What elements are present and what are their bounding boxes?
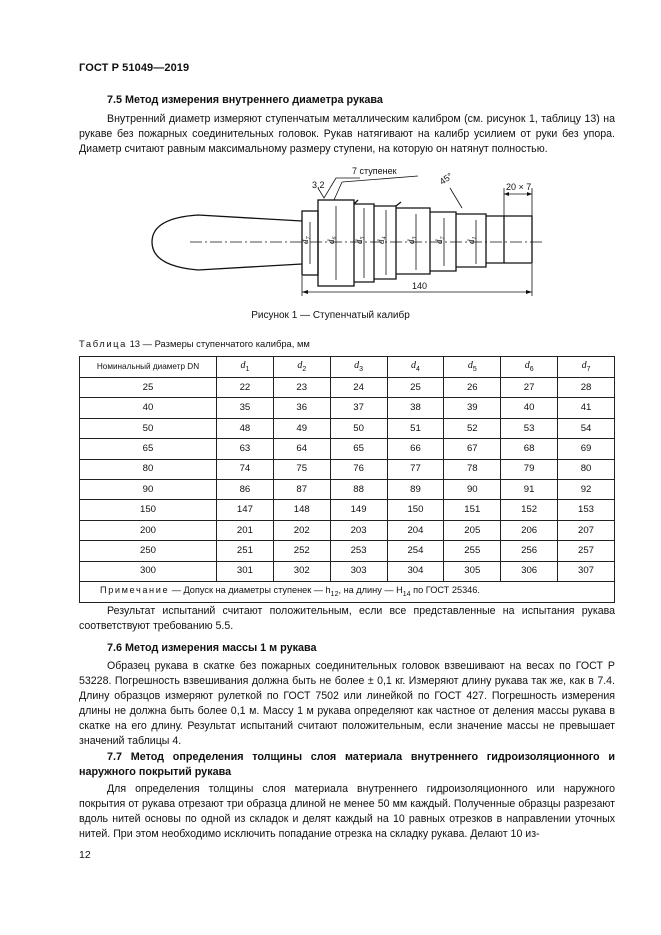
d3-label: $d_3$ xyxy=(406,236,418,244)
d4-cell: 89 xyxy=(387,479,444,499)
d4-cell: 254 xyxy=(387,541,444,561)
roughness-label: 3,2 xyxy=(312,180,325,190)
d3-cell: 203 xyxy=(330,520,387,540)
d5-cell: 26 xyxy=(444,378,501,398)
section-7-5-title: 7.5 Метод измерения внутреннего диаметра рукава xyxy=(107,94,383,106)
d5-cell: 67 xyxy=(444,439,501,459)
table-row xyxy=(80,439,615,459)
table-row xyxy=(80,500,615,520)
d3-cell: 24 xyxy=(330,378,387,398)
d2-cell: 75 xyxy=(273,459,330,479)
table-row xyxy=(80,541,615,561)
d5-cell: 78 xyxy=(444,459,501,479)
d3-cell: 37 xyxy=(330,398,387,418)
d1-cell: 86 xyxy=(217,479,274,499)
table-caption xyxy=(79,337,310,350)
header-d5: $d_5$ xyxy=(444,357,501,378)
d4-label: $d_4$ xyxy=(376,236,388,244)
d7-cell: 41 xyxy=(558,398,615,418)
d5-cell: 205 xyxy=(444,520,501,540)
table-row xyxy=(80,378,615,398)
table-row xyxy=(80,398,615,418)
table-row xyxy=(80,459,615,479)
d3-cell: 253 xyxy=(330,541,387,561)
d1-cell: 147 xyxy=(217,500,274,520)
dn-cell: 40 xyxy=(80,398,217,418)
dn-cell: 200 xyxy=(80,520,217,540)
d1-cell: 201 xyxy=(217,520,274,540)
d7-cell: 92 xyxy=(558,479,615,499)
table-header-row xyxy=(80,357,615,378)
d2-cell: 252 xyxy=(273,541,330,561)
d7-cell: 80 xyxy=(558,459,615,479)
d1-cell: 48 xyxy=(217,418,274,438)
dn-cell: 250 xyxy=(80,541,217,561)
d6-cell: 306 xyxy=(501,561,558,581)
d7-cell: 28 xyxy=(558,378,615,398)
d7-cell: 207 xyxy=(558,520,615,540)
d3-cell: 303 xyxy=(330,561,387,581)
step-length-label: 20 × 7 xyxy=(506,182,532,192)
d5-label: $d_5$ xyxy=(354,236,366,244)
d4-cell: 150 xyxy=(387,500,444,520)
document-id: ГОСТ Р 51049—2019 xyxy=(79,62,190,74)
result-paragraph: Результат испытаний считают положительным, если все представленные на испытания рукава соответствуют требованию 5.5. xyxy=(79,605,615,633)
header-d1: $d_1$ xyxy=(217,357,274,378)
d7-label: $d_7$ xyxy=(300,236,312,244)
d3-cell: 76 xyxy=(330,459,387,479)
total-length-label: 140 xyxy=(412,281,428,291)
header-d3: $d_3$ xyxy=(330,357,387,378)
d6-cell: 68 xyxy=(501,439,558,459)
section-7-5-paragraph: Внутренний диаметр измеряют ступенчатым металлическим калибром (см. рисунок 1, таблицу 13) на рукаве без пожарных соединительных головок. Рукав натягивают на калибр усилием от руки без упора. Диаметр считают равным максимальному размеру ступени, на которую он натянут полностью. xyxy=(79,113,615,156)
header-d6: $d_6$ xyxy=(501,357,558,378)
table-note-row xyxy=(80,581,615,602)
d1-label: $d_1$ xyxy=(466,236,478,244)
d1-cell: 74 xyxy=(217,459,274,479)
d7-cell: 307 xyxy=(558,561,615,581)
table-row xyxy=(80,479,615,499)
d7-cell: 69 xyxy=(558,439,615,459)
steps-label: 7 ступенек xyxy=(352,166,397,176)
d2-cell: 23 xyxy=(273,378,330,398)
dn-cell: 25 xyxy=(80,378,217,398)
table-row xyxy=(80,520,615,540)
d2-cell: 49 xyxy=(273,418,330,438)
header-d4: $d_4$ xyxy=(387,357,444,378)
page-number: 12 xyxy=(79,849,91,861)
d4-cell: 38 xyxy=(387,398,444,418)
header-nominal-diameter: Номинальный диаметр DN xyxy=(80,357,217,378)
d4-cell: 25 xyxy=(387,378,444,398)
table-caption-prefix: Таблица xyxy=(79,338,127,349)
d5-cell: 305 xyxy=(444,561,501,581)
d6-cell: 152 xyxy=(501,500,558,520)
d2-cell: 302 xyxy=(273,561,330,581)
dn-cell: 65 xyxy=(80,439,217,459)
d7-cell: 153 xyxy=(558,500,615,520)
d5-cell: 255 xyxy=(444,541,501,561)
d2-cell: 202 xyxy=(273,520,330,540)
d6-label: $d_6$ xyxy=(326,236,338,244)
d5-cell: 151 xyxy=(444,500,501,520)
d2-label: $d_2$ xyxy=(434,236,446,244)
d4-cell: 51 xyxy=(387,418,444,438)
table-note: Примечание — Допуск на диаметры ступенек — $h_{12}$, на длину — $H_{14}$ по ГОСТ 25346. xyxy=(80,581,615,602)
d6-cell: 79 xyxy=(501,459,558,479)
figure-caption: Рисунок 1 — Ступенчатый калибр xyxy=(251,310,410,321)
d6-cell: 256 xyxy=(501,541,558,561)
d6-cell: 40 xyxy=(501,398,558,418)
d5-cell: 39 xyxy=(444,398,501,418)
d1-cell: 63 xyxy=(217,439,274,459)
section-7-7-title: 7.7 Метод определения толщины слоя материала внутреннего гидроизоляционного и наружного покрытий рукава xyxy=(79,751,615,779)
d1-cell: 301 xyxy=(217,561,274,581)
gauge-dimensions-table xyxy=(79,356,615,603)
d3-cell: 149 xyxy=(330,500,387,520)
d1-cell: 251 xyxy=(217,541,274,561)
section-7-6-paragraph: Образец рукава в скатке без пожарных соединительных головок взвешивают на весах по ГОСТ Р 53228. Погрешность взвешивания должна быть не более ± 0,1 кг. Измеряют длину рукава так же, как в 7.4. Длину образцов измеряют рулеткой по ГОСТ 7502 или линейкой по ГОСТ 427. Погрешность измерения длины не должна быть более 0,1 м. Массу 1 м рукава определяют как частное от деления массы рукава в скатке на его длину. Результат испытаний считают положительным, если значение массы не превышает значений таблицы 4. xyxy=(79,660,615,748)
d4-cell: 66 xyxy=(387,439,444,459)
stepped-gauge-figure xyxy=(150,160,550,300)
d4-cell: 304 xyxy=(387,561,444,581)
table-row xyxy=(80,418,615,438)
dn-cell: 90 xyxy=(80,479,217,499)
d2-cell: 64 xyxy=(273,439,330,459)
d2-cell: 36 xyxy=(273,398,330,418)
table-row xyxy=(80,561,615,581)
table-caption-text: 13 — Размеры ступенчатого калибра, мм xyxy=(129,338,310,349)
header-d7: $d_7$ xyxy=(558,357,615,378)
d2-cell: 148 xyxy=(273,500,330,520)
d6-cell: 27 xyxy=(501,378,558,398)
section-7-6-title: 7.6 Метод измерения массы 1 м рукава xyxy=(107,642,317,654)
d3-cell: 88 xyxy=(330,479,387,499)
d4-cell: 204 xyxy=(387,520,444,540)
dn-cell: 80 xyxy=(80,459,217,479)
d3-cell: 50 xyxy=(330,418,387,438)
d7-cell: 257 xyxy=(558,541,615,561)
d3-cell: 65 xyxy=(330,439,387,459)
d5-cell: 90 xyxy=(444,479,501,499)
d1-cell: 22 xyxy=(217,378,274,398)
angle-label: 45° xyxy=(437,170,455,187)
header-d2: $d_2$ xyxy=(273,357,330,378)
section-7-7-paragraph: Для определения толщины слоя материала внутреннего гидроизоляционного или наружного покрытия от рукава отрезают три образца длиной не менее 50 мм каждый. Полученные образцы разрезают вдоль нитей основы по одной из складок и делят каждый на 10 равных отрезков в направлении уточных нитей. При этом необходимо исключить попадание отрезка на складку рукава. Делают 10 из- xyxy=(79,783,615,841)
d7-cell: 54 xyxy=(558,418,615,438)
d1-cell: 35 xyxy=(217,398,274,418)
d4-cell: 77 xyxy=(387,459,444,479)
d6-cell: 91 xyxy=(501,479,558,499)
dn-cell: 300 xyxy=(80,561,217,581)
d6-cell: 53 xyxy=(501,418,558,438)
dn-cell: 50 xyxy=(80,418,217,438)
d6-cell: 206 xyxy=(501,520,558,540)
d5-cell: 52 xyxy=(444,418,501,438)
d2-cell: 87 xyxy=(273,479,330,499)
dn-cell: 150 xyxy=(80,500,217,520)
